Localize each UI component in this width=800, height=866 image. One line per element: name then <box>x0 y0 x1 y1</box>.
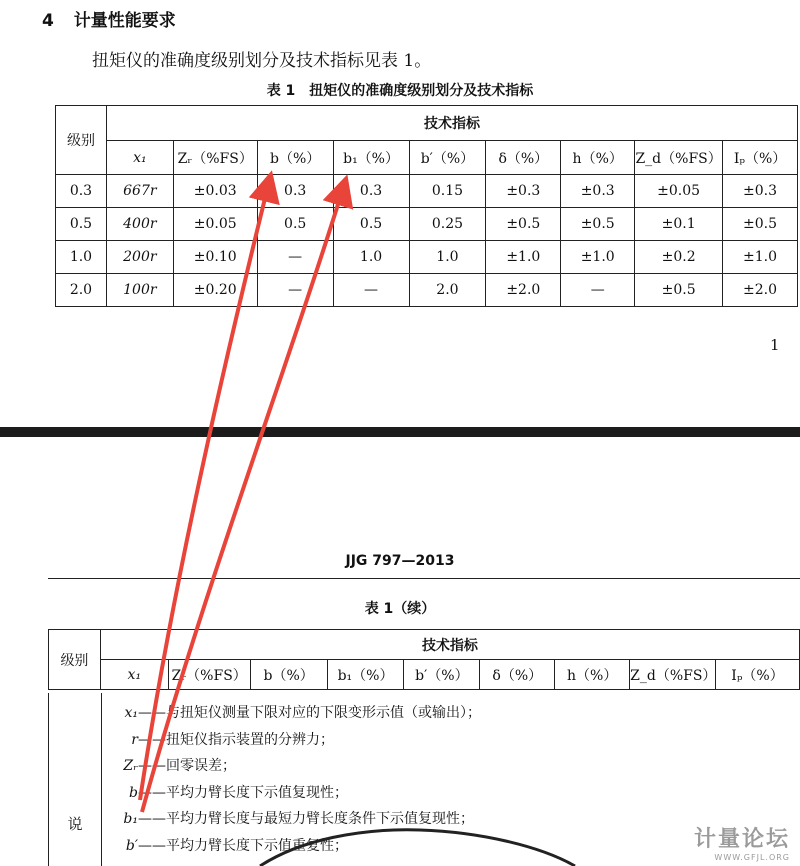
note-item <box>108 727 481 754</box>
note-item <box>108 753 481 780</box>
table-cell: ±0.3 <box>486 175 561 208</box>
column-header: Zᵣ（%FS） <box>173 141 257 175</box>
table1-cont-column-headers <box>49 660 800 690</box>
table-cell: 1.0 <box>56 241 107 274</box>
table-cell: 0.3 <box>333 175 409 208</box>
page-number: 1 <box>770 336 780 354</box>
table-cell: ±0.3 <box>723 175 798 208</box>
column-header: b（%） <box>257 141 333 175</box>
note-symbol: Zᵣ <box>123 758 138 774</box>
group-header: 技术指标 <box>106 106 797 141</box>
table-cell: ±0.5 <box>561 208 635 241</box>
page-divider <box>0 427 800 437</box>
table1 <box>55 105 798 307</box>
table-cell: ±0.2 <box>635 241 723 274</box>
table1-cont-caption: 表 1（续） <box>364 601 436 617</box>
grade-header: 级别 <box>56 106 107 175</box>
watermark <box>694 822 790 862</box>
table-cell: 200r <box>106 241 173 274</box>
column-header: b₁（%） <box>333 141 409 175</box>
column-header: x₁ <box>100 660 168 690</box>
table-row <box>56 241 798 274</box>
table-cell: ±0.1 <box>635 208 723 241</box>
table-row <box>56 274 798 307</box>
column-header: b′（%） <box>404 660 480 690</box>
table-cell: 400r <box>106 208 173 241</box>
page-header-code: JJG 797—2013 <box>345 553 455 569</box>
table-cell: 2.0 <box>409 274 486 307</box>
table-cell: ±1.0 <box>486 241 561 274</box>
column-header: Zᵣ（%FS） <box>168 660 250 690</box>
table-cell: ±0.5 <box>486 208 561 241</box>
header-rule <box>48 578 800 579</box>
table-cell: ±0.20 <box>173 274 257 307</box>
column-header: h（%） <box>555 660 630 690</box>
notes-label: 说 <box>67 815 83 833</box>
note-item <box>108 700 481 727</box>
table-cell: 0.5 <box>257 208 333 241</box>
table-cell: ±0.03 <box>173 175 257 208</box>
note-symbol: b₁ <box>123 811 138 827</box>
note-item <box>108 833 481 860</box>
table-cell: 0.3 <box>56 175 107 208</box>
table-cell: ±0.3 <box>561 175 635 208</box>
column-header: b（%） <box>250 660 327 690</box>
note-symbol: b <box>129 784 138 801</box>
section-title: 计量性能要求 <box>73 11 176 31</box>
notes-label-cell <box>48 693 102 866</box>
group-header: 技术指标 <box>100 630 799 660</box>
grade-header: 级别 <box>49 630 101 690</box>
section-number: 4 <box>42 11 54 31</box>
note-item <box>108 806 481 833</box>
table-cell: 2.0 <box>56 274 107 307</box>
table-cell: — <box>257 241 333 274</box>
note-text: ——平均力臂长度与最短力臂长度条件下示值复现性； <box>138 811 474 827</box>
table-cell: 0.3 <box>257 175 333 208</box>
column-header: b₁（%） <box>327 660 404 690</box>
note-text: ——平均力臂长度下示值复现性； <box>138 784 348 801</box>
table-cell: 1.0 <box>333 241 409 274</box>
column-header: δ（%） <box>486 141 561 175</box>
column-header: h（%） <box>561 141 635 175</box>
table-cell: ±0.05 <box>173 208 257 241</box>
table1-column-headers <box>56 141 798 175</box>
note-text: ——扭矩仪指示装置的分辨力； <box>138 731 334 748</box>
note-symbol: b′ <box>125 837 138 854</box>
column-header: x₁ <box>106 141 173 175</box>
note-text: ——与扭矩仪测量下限对应的下限变形示值（或输出）； <box>138 705 481 721</box>
note-symbol: r <box>131 731 138 748</box>
table-cell: — <box>561 274 635 307</box>
note-text: ——回零误差； <box>138 758 236 774</box>
watermark-url: WWW.GFJL.ORG <box>714 853 790 862</box>
table-cell: ±1.0 <box>723 241 798 274</box>
table-cell: 667r <box>106 175 173 208</box>
table-cell: 100r <box>106 274 173 307</box>
table-cell: — <box>257 274 333 307</box>
table-cell: ±1.0 <box>561 241 635 274</box>
table-cell: ±2.0 <box>486 274 561 307</box>
table-row <box>56 175 798 208</box>
table-cell: 0.5 <box>56 208 107 241</box>
watermark-title: 计量论坛 <box>693 827 790 852</box>
table-cell: 0.5 <box>333 208 409 241</box>
notes-list <box>108 700 481 859</box>
column-header: b′（%） <box>409 141 486 175</box>
column-header: Iₚ（%） <box>723 141 798 175</box>
table-cell: ±0.5 <box>635 274 723 307</box>
table1-continued <box>48 629 800 690</box>
table1-caption: 表 1 扭矩仪的准确度级别划分及技术指标 <box>266 83 534 99</box>
column-header: Z_d（%FS） <box>635 141 723 175</box>
table-cell: 0.15 <box>409 175 486 208</box>
table-cell: ±0.10 <box>173 241 257 274</box>
column-header: Z_d（%FS） <box>630 660 716 690</box>
note-symbol: x₁ <box>124 705 138 721</box>
note-text: ——平均力臂长度下示值重复性； <box>138 837 348 854</box>
table-cell: ±0.5 <box>723 208 798 241</box>
column-header: δ（%） <box>480 660 555 690</box>
section-heading <box>42 6 176 31</box>
table-cell: 1.0 <box>409 241 486 274</box>
table-cell: 0.25 <box>409 208 486 241</box>
column-header: Iₚ（%） <box>716 660 800 690</box>
intro-text: 扭矩仪的准确度级别划分及技术指标见表 1。 <box>92 51 432 71</box>
table-cell: ±0.05 <box>635 175 723 208</box>
note-item <box>108 780 481 807</box>
table-cell: — <box>333 274 409 307</box>
table-cell: ±2.0 <box>723 274 798 307</box>
table-row <box>56 208 798 241</box>
